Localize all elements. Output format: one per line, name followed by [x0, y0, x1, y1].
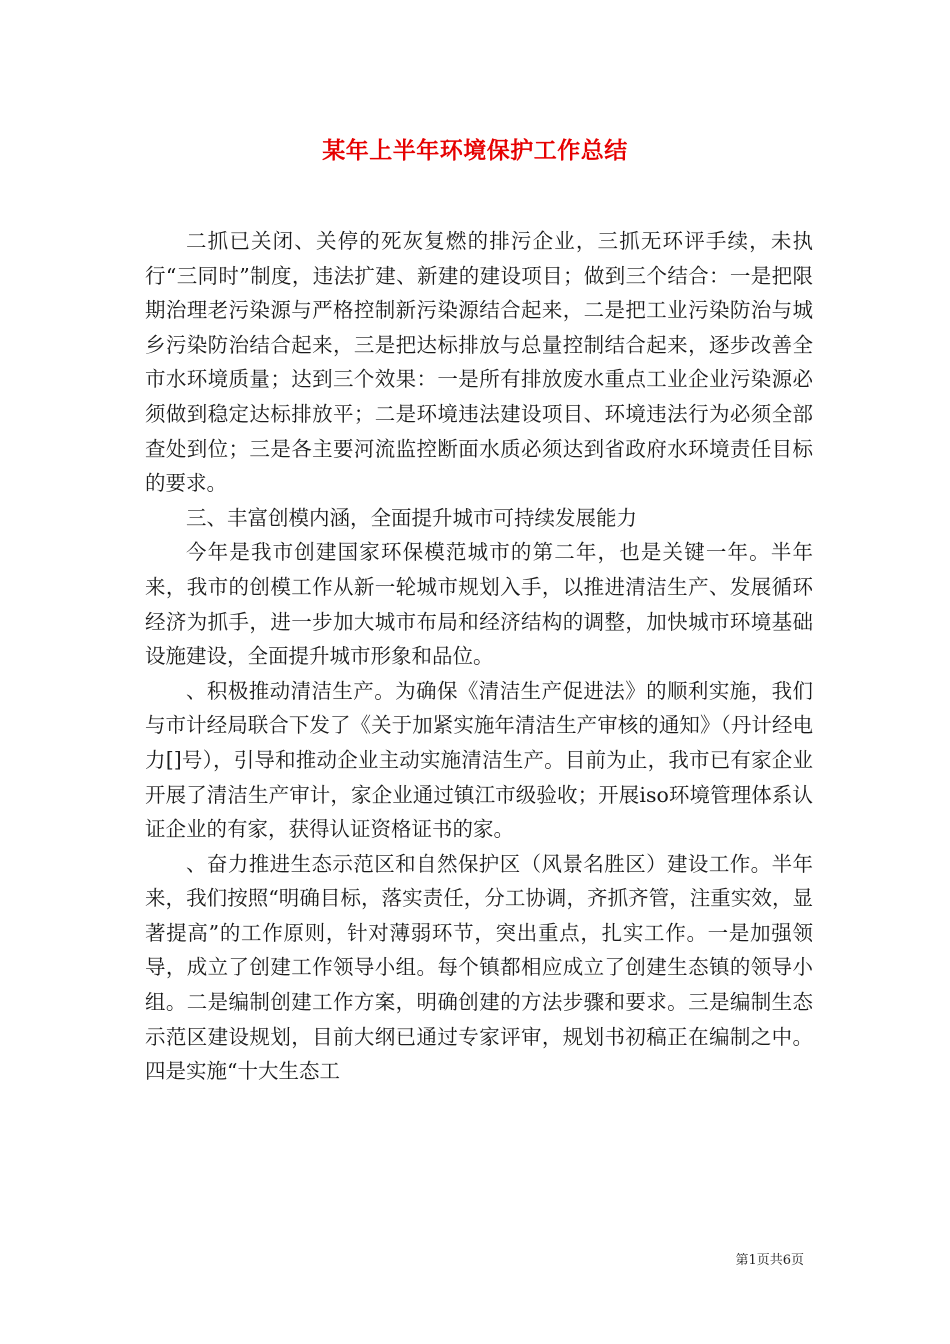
document-body: [145, 224, 813, 1089]
paragraph-3: 、积极推动清洁生产。为确保《清洁生产促进法》的顺利实施，我们与市计经局联合下发了《关于加紧实施年清洁生产审核的通知》（丹计经电力[]号），引导和推动企业主动实施清洁生产。目前为止，我市已有家企业开展了清洁生产审计，家企业通过镇江市级验收；开展iso环境管理体系认证企业的有家，获得认证资格证书的家。: [145, 678, 813, 842]
section-heading-3: 三、丰富创模内涵，全面提升城市可持续发展能力: [186, 505, 637, 530]
paragraph-1: 二抓已关闭、关停的死灰复燃的排污企业，三抓无环评手续，未执行“三同时”制度，违法扩建、新建的建设项目；做到三个结合：一是把限期治理老污染源与严格控制新污染源结合起来，二是把工业污染防治与城乡污染防治结合起来，三是把达标排放与总量控制结合起来，逐步改善全市水环境质量；达到三个效果：一是所有排放废水重点工业企业污染源必须做到稳定达标排放平；二是环境违法建设项目、环境违法行为必须全部查处到位；三是各主要河流监控断面水质必须达到省政府水环境责任目标的要求。: [145, 229, 813, 496]
document-title: 某年上半年环境保护工作总结: [322, 138, 628, 164]
paragraph-2: 今年是我市创建国家环保模范城市的第二年，也是关键一年。半年来，我市的创模工作从新一轮城市规划入手，以推进清洁生产、发展循环经济为抓手，进一步加大城市布局和经济结构的调整，加快城市环境基础设施建设，全面提升城市形象和品位。: [145, 540, 813, 669]
paragraph-4: 、奋力推进生态示范区和自然保护区（风景名胜区）建设工作。半年来，我们按照“明确目标，落实责任，分工协调，齐抓齐管，注重实效，显著提高”的工作原则，针对薄弱环节，突出重点，扎实工作。一是加强领导，成立了创建工作领导小组。每个镇都相应成立了创建生态镇的领导小组。二是编制创建工作方案，明确创建的方法步骤和要求。三是编制生态示范区建设规划，目前大纲已通过专家评审，规划书初稿正在编制之中。四是实施“十大生态工: [145, 851, 813, 1084]
page-number: 第1页共6页: [735, 1253, 804, 1268]
